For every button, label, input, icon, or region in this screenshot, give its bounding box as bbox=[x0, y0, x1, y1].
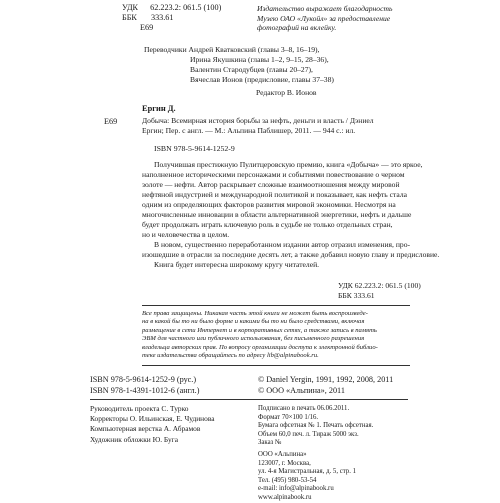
publisher-line: e-mail: info@alpinabook.ru bbox=[258, 485, 334, 493]
bib-description bbox=[142, 116, 374, 136]
rights-notice bbox=[142, 305, 410, 366]
thanks-line: Издательство выражает благодарность bbox=[257, 4, 393, 13]
thanks-line: Музею ОАО «Лукойл» за предоставление bbox=[257, 13, 391, 23]
rights-line: ЭВМ для частного или публичного использования, без письменного разрешения bbox=[142, 335, 365, 343]
abstract-line: наполненное историческими персонажами и событиями повествование о черном bbox=[142, 170, 405, 179]
bbk-repeat: ББК 333.61 bbox=[338, 291, 375, 300]
credit-line: Руководитель проекта С. Турко bbox=[90, 404, 189, 413]
publisher-line: 123007, г. Москва, bbox=[258, 459, 311, 467]
rights-line: владельца авторских прав. По вопросу организации доступа к электронной библио- bbox=[142, 343, 378, 351]
print-line: Заказ № bbox=[258, 439, 282, 447]
isbn-rus: ISBN 978-5-9614-1252-9 (рус.) bbox=[90, 375, 197, 384]
divider bbox=[90, 399, 408, 400]
translators-block bbox=[144, 45, 334, 85]
isbn-main: ISBN 978-5-9614-1252-9 bbox=[154, 144, 235, 153]
credits-block bbox=[90, 404, 215, 445]
rights-line: Все права защищены. Никакая часть этой книги не может быть воспроизведе- bbox=[142, 310, 368, 317]
credit-line: Компьютерная верстка А. Абрамов bbox=[90, 424, 201, 434]
translators-line: Вячеслав Ионов (предисловие, главы 37–38) bbox=[190, 75, 334, 84]
rights-line: на в какой бы то ни было форме и какими бы то ни было средствами, включая bbox=[142, 318, 365, 326]
bbk-label: ББК bbox=[122, 13, 137, 22]
abstract-line: но и человечества в целом. bbox=[142, 230, 230, 239]
isbn-eng: ISBN 978-1-4391-1012-6 (англ.) bbox=[90, 386, 200, 395]
print-line: Подписано в печать 06.06.2011. bbox=[258, 405, 350, 412]
udk-repeat: УДК 62.223.2: 061.5 (100) bbox=[338, 281, 421, 290]
translators-line: Ирина Якушкина (главы 1–2, 9–15, 28–36), bbox=[190, 55, 329, 64]
abstract-line: нефтяной индустрией и международной политикой и показывает, как нефть стала bbox=[142, 190, 408, 199]
copyright-author: © Daniel Yergin, 1991, 1992, 2008, 2011 bbox=[258, 375, 394, 384]
thanks-line: фотографий на вклейку. bbox=[257, 23, 337, 33]
abstract-line: Книга будет интересна широкому кругу читателей. bbox=[154, 260, 320, 269]
publisher-line: www.alpinabook.ru bbox=[258, 493, 312, 501]
classification-block bbox=[122, 3, 221, 33]
publisher-line: Тел. (495) 980-53-54 bbox=[258, 476, 317, 484]
abstract-line: Получившая престижную Пулитцеровскую премию, книга «Добыча» — это яркое, bbox=[154, 160, 423, 169]
bib-code: Е69 bbox=[104, 117, 118, 126]
abstract-text bbox=[142, 160, 439, 270]
abstract-line: одним из определяющих факторов развития мировой экономики. Несмотря на bbox=[142, 200, 396, 209]
credit-line: Корректоры О. Ильинская, Е. Чудинова bbox=[90, 414, 215, 424]
translators-line: Переводчики Андрей Кватковский (главы 3–8, 16–19), bbox=[144, 45, 320, 54]
printing-block bbox=[258, 405, 373, 448]
copyright-list bbox=[258, 374, 393, 396]
print-line: Бумага офсетная № 1. Печать офсетная. bbox=[258, 422, 374, 430]
print-line: Объем 60,0 печ. л. Тираж 5000 экз. bbox=[258, 430, 359, 438]
udk-line bbox=[122, 3, 221, 13]
abstract-line: В новом, существенно переработанном издании автор отразил изменения, про- bbox=[154, 240, 411, 249]
rights-line: теке издательства обращайтесь по адресу lib@alpinabook.ru. bbox=[142, 352, 319, 360]
publisher-line: ул. 4-я Магистральная, д. 5, стр. 1 bbox=[258, 468, 356, 476]
author-heading: Ергин Д. bbox=[142, 104, 176, 113]
credit-line: Художник обложки Ю. Буга bbox=[90, 434, 178, 444]
print-line: Формат 70×100 1/16. bbox=[258, 413, 319, 421]
translators-line: Валентин Стародубцев (главы 20–27), bbox=[190, 65, 313, 74]
abstract-line: золоте — нефти. Автор раскрывает сложные взаимоотношения между мировой bbox=[142, 180, 400, 189]
abstract-line: будет продолжать играть ключевую роль в судьбе не только отдельных стран, bbox=[142, 220, 393, 229]
class-code: Е69 bbox=[140, 23, 154, 32]
rights-line: размещение в сети Интернет и в корпоративных сетях, а также запись в память bbox=[142, 326, 377, 334]
publisher-address bbox=[258, 451, 356, 503]
udk-label: УДК bbox=[122, 3, 139, 12]
bbk-line bbox=[122, 13, 221, 23]
bib-line: Ергин; Пер. с англ. — М.: Альпина Паблишер, 2011. — 944 с.: ил. bbox=[142, 126, 356, 135]
editor-line: Редактор В. Ионов bbox=[256, 88, 317, 97]
abstract-line: многочисленные инновации в области альтернативной энергетики, нефть и дальше bbox=[142, 210, 412, 219]
isbn-list bbox=[90, 374, 199, 396]
udk-value: 62.223.2: 061.5 (100) bbox=[150, 3, 222, 12]
classification-repeat bbox=[338, 281, 421, 301]
publisher-line: ООО «Альпина» bbox=[258, 451, 307, 458]
bbk-value: 333.61 bbox=[150, 13, 174, 22]
copyright-publisher: © ООО «Альпина», 2011 bbox=[258, 386, 345, 395]
abstract-line: изошедшие в отрасли за последние десять лет, а также добавил новую главу и предисловие. bbox=[142, 250, 440, 259]
thanks-note bbox=[257, 4, 392, 33]
bib-line: Добыча: Всемирная история борьбы за нефть, деньги и власть / Дэниел bbox=[142, 116, 374, 125]
